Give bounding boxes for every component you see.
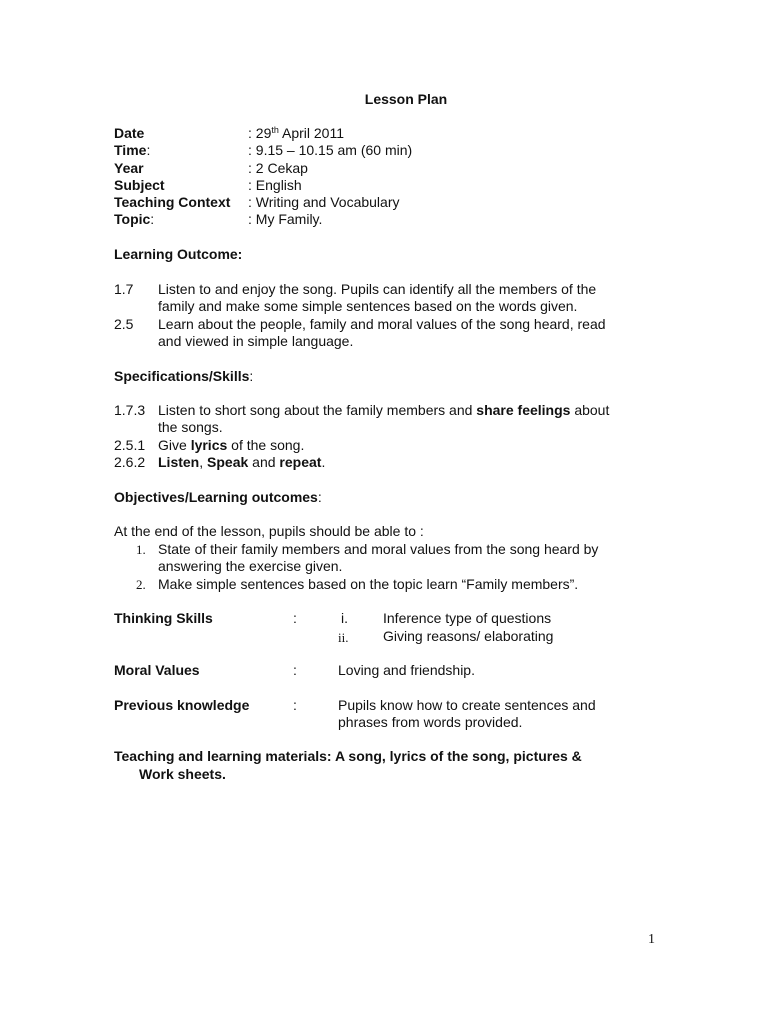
specifications-heading: Specifications/Skills:	[114, 368, 254, 384]
objective-text: State of their family members and moral values from the song heard by	[158, 541, 599, 557]
topic-label: Topic:	[114, 211, 155, 227]
skill-number: 2.6.2	[114, 454, 146, 470]
outcome-text: and viewed in simple language.	[158, 333, 354, 349]
objective-text: answering the exercise given.	[158, 558, 343, 574]
previous-knowledge-label: Previous knowledge	[114, 697, 250, 713]
previous-knowledge-text: phrases from words provided.	[338, 714, 523, 730]
moral-values-value: Loving and friendship.	[338, 662, 475, 678]
teaching-context-label: Teaching Context	[114, 194, 231, 210]
objectives-intro: At the end of the lesson, pupils should be able to :	[114, 523, 424, 539]
page-title: Lesson Plan	[364, 91, 448, 107]
materials-text: Teaching and learning materials: A song, lyrics of the song, pictures &	[114, 748, 582, 764]
skill-text: the songs.	[158, 419, 223, 435]
page-number: 1	[648, 932, 655, 947]
outcome-number: 1.7	[114, 281, 134, 297]
year-value: : 2 Cekap	[248, 160, 308, 176]
thinking-skill-text: Giving reasons/ elaborating	[383, 628, 554, 644]
moral-values-label: Moral Values	[114, 662, 200, 678]
skill-number: 1.7.3	[114, 402, 146, 418]
outcome-text: family and make some simple sentences based on the words given.	[158, 298, 578, 314]
skill-text: Listen to short song about the family members and share feelings about	[158, 402, 610, 418]
objective-number: 1.	[136, 542, 146, 557]
objective-text: Make simple sentences based on the topic learn “Family members”.	[158, 576, 579, 592]
objective-number: 2.	[136, 577, 146, 592]
subject-value: : English	[248, 177, 302, 193]
thinking-skill-number: ii.	[338, 630, 349, 645]
skill-text: Give lyrics of the song.	[158, 437, 305, 453]
time-label: Time:	[114, 142, 151, 158]
time-value: : 9.15 – 10.15 am (60 min)	[248, 142, 413, 158]
previous-knowledge-text: Pupils know how to create sentences and	[338, 697, 596, 713]
outcome-text: Learn about the people, family and moral values of the song heard, read	[158, 316, 606, 332]
teaching-context-value: : Writing and Vocabulary	[248, 194, 400, 210]
outcome-number: 2.5	[114, 316, 134, 332]
previous-knowledge-colon: :	[293, 697, 297, 713]
date-value: : 29th April 2011	[248, 125, 344, 141]
objectives-heading: Objectives/Learning outcomes:	[114, 489, 322, 505]
skill-number: 2.5.1	[114, 437, 146, 453]
skill-text: Listen, Speak and repeat.	[158, 454, 326, 470]
thinking-skill-text: Inference type of questions	[383, 610, 552, 626]
outcome-text: Listen to and enjoy the song. Pupils can identify all the members of the	[158, 281, 597, 297]
thinking-skills-label: Thinking Skills	[114, 610, 213, 626]
year-label: Year	[114, 160, 144, 176]
materials-text: Work sheets.	[139, 766, 226, 782]
thinking-skills-colon: :	[293, 610, 297, 626]
date-label: Date	[114, 125, 145, 141]
thinking-skill-number: i.	[341, 610, 348, 626]
moral-values-colon: :	[293, 662, 297, 678]
learning-outcome-heading: Learning Outcome:	[114, 246, 243, 262]
subject-label: Subject	[114, 177, 165, 193]
topic-value: : My Family.	[248, 211, 323, 227]
